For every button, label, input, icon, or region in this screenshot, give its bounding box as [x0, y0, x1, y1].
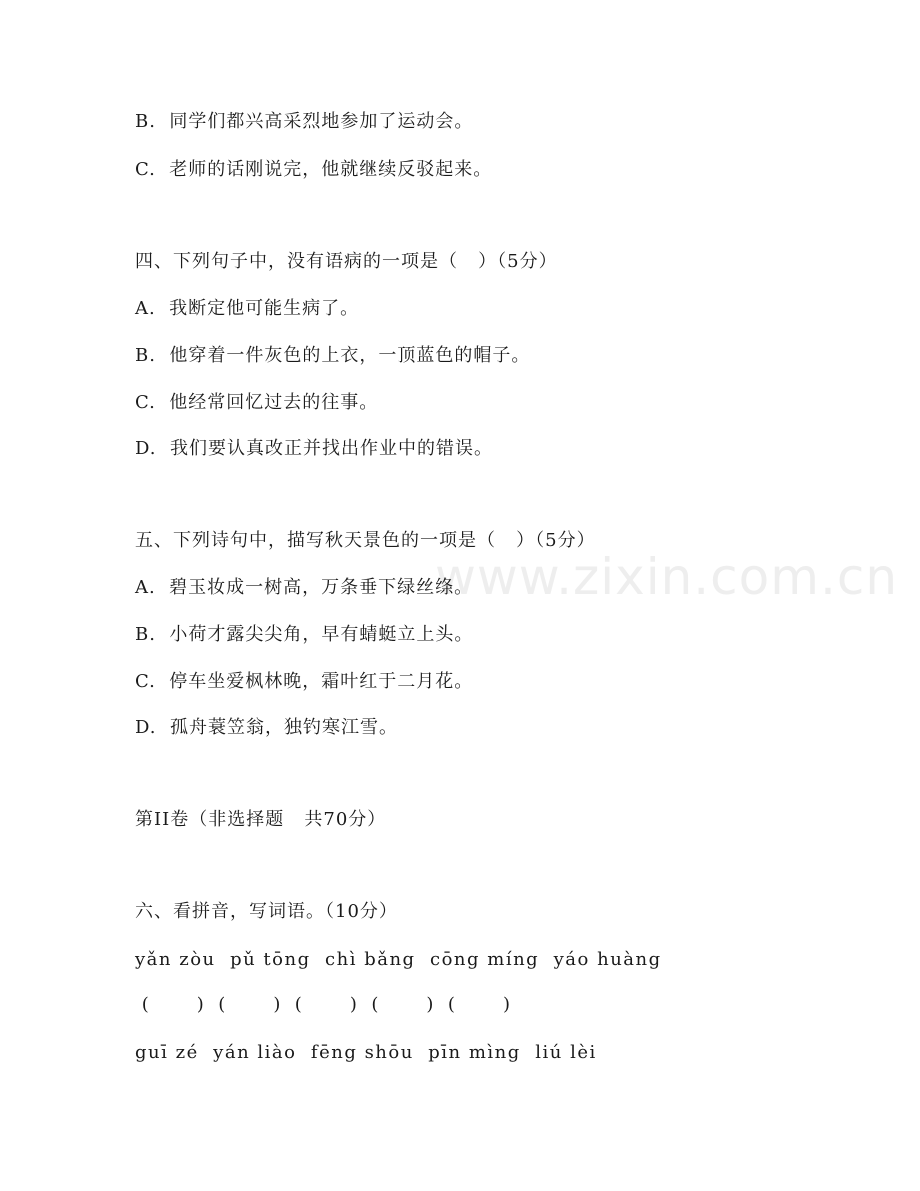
q5-option-a: A. 碧玉妆成一树高，万条垂下绿丝绦。 [135, 577, 474, 598]
q4-option-d: D. 我们要认真改正并找出作业中的错误。 [135, 438, 493, 459]
q5-option-c: C. 停车坐爱枫林晚，霜叶红于二月花。 [135, 671, 474, 692]
q6-pinyin-row-1: yǎn zòu pǔ tōng chì bǎng cōng míng yáo huàng [135, 949, 662, 970]
q6-answer-blanks-row-1: ( ) ( ) ( ) ( ) ( ) [135, 994, 511, 1015]
q4-option-a: A. 我断定他可能生病了。 [135, 298, 360, 319]
q4-title: 四、下列句子中，没有语病的一项是（ ）（5分） [135, 251, 558, 272]
q6-pinyin-row-2: guī zé yán liào fēng shōu pīn mìng liú lèi [135, 1042, 597, 1063]
watermark: www.zixin.com.cn [435, 548, 899, 606]
q5-option-b: B. 小荷才露尖尖角，早有蜻蜓立上头。 [135, 624, 474, 645]
q5-title: 五、下列诗句中，描写秋天景色的一项是（ ）（5分） [135, 530, 596, 551]
q6-title: 六、看拼音，写词语。（10分） [135, 901, 398, 922]
q5-option-d: D. 孤舟蓑笠翁，独钓寒江雪。 [135, 717, 398, 738]
part2-title: 第II卷（非选择题 共70分） [135, 809, 387, 830]
q3-option-c: C. 老师的话刚说完，他就继续反驳起来。 [135, 159, 493, 180]
q4-option-b: B. 他穿着一件灰色的上衣，一顶蓝色的帽子。 [135, 345, 531, 366]
q4-option-c: C. 他经常回忆过去的往事。 [135, 392, 379, 413]
q3-option-b: B. 同学们都兴高采烈地参加了运动会。 [135, 111, 474, 132]
